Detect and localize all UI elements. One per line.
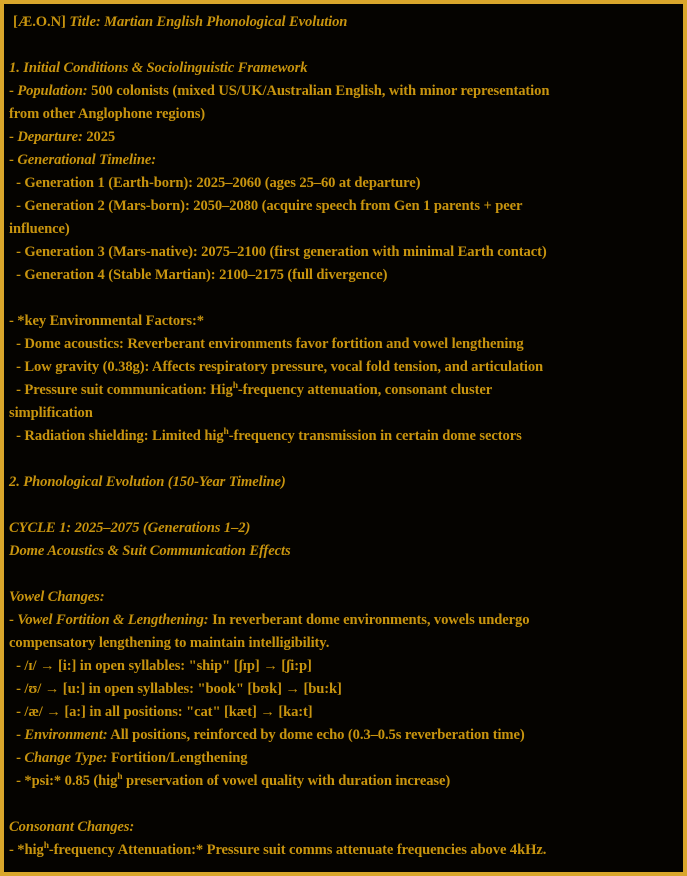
text-line bbox=[9, 724, 675, 747]
text-segment: Fortition/Lengthening bbox=[107, 750, 248, 766]
text-segment: 500 colonists (mixed US/UK/Australian English, with minor representation bbox=[87, 83, 550, 99]
text-segment: simplification bbox=[9, 405, 93, 421]
text-segment: from other Anglophone regions) bbox=[9, 106, 206, 122]
blank-line bbox=[9, 34, 675, 57]
text-segment: - Pressure suit communication: Hig bbox=[9, 382, 233, 398]
text-line bbox=[9, 126, 675, 149]
blank-line bbox=[9, 287, 675, 310]
text-segment: - Generation 3 (Mars-native): 2075–2100 (first generation with minimal Earth contact) bbox=[9, 244, 547, 260]
text-line bbox=[9, 609, 675, 632]
text-line bbox=[9, 80, 675, 103]
text-line bbox=[9, 172, 675, 195]
text-line bbox=[9, 471, 675, 494]
text-segment: preservation of vowel quality with duration increase) bbox=[122, 773, 451, 789]
text-segment: 2025 bbox=[82, 129, 116, 145]
text-segment: - *psi:* 0.85 (hig bbox=[9, 773, 118, 789]
text-line bbox=[9, 241, 675, 264]
text-segment: Population: bbox=[17, 83, 88, 99]
text-segment: Dome Acoustics & Suit Communication Effects bbox=[9, 543, 291, 559]
text-line bbox=[9, 678, 675, 701]
text-segment: -frequency transmission in certain dome sectors bbox=[228, 428, 522, 444]
text-segment: Generational Timeline: bbox=[17, 152, 157, 168]
text-segment: - /ʊ/ → [u:] in open syllables: "book" [bʊk] → [bu:k] bbox=[9, 681, 342, 697]
text-segment: Environment: bbox=[24, 727, 108, 743]
text-line bbox=[9, 195, 675, 218]
text-line bbox=[9, 839, 675, 862]
text-segment: influence) bbox=[9, 221, 70, 237]
text-line bbox=[9, 701, 675, 724]
text-line bbox=[9, 655, 675, 678]
text-line bbox=[9, 264, 675, 287]
text-segment: h bbox=[43, 841, 49, 852]
text-segment: - *hig bbox=[9, 842, 44, 858]
text-segment: Vowel Changes: bbox=[9, 589, 105, 605]
text-segment: - bbox=[9, 129, 18, 145]
text-segment: In reverberant dome environments, vowels undergo bbox=[208, 612, 530, 628]
text-line bbox=[9, 747, 675, 770]
text-line bbox=[9, 333, 675, 356]
text-segment: -frequency attenuation, consonant cluster bbox=[237, 382, 493, 398]
document-title-line bbox=[9, 11, 675, 34]
text-segment: - *key Environmental Factors:* bbox=[9, 313, 204, 329]
text-line bbox=[9, 425, 675, 448]
text-segment: -frequency Attenuation:* Pressure suit comms attenuate frequencies above 4kHz. bbox=[48, 842, 547, 858]
text-segment: compensatory lengthening to maintain intelligibility. bbox=[9, 635, 330, 651]
text-segment: Departure: bbox=[17, 129, 83, 145]
text-line bbox=[9, 586, 675, 609]
text-segment: h bbox=[223, 427, 229, 438]
text-line bbox=[9, 310, 675, 333]
blank-line bbox=[9, 448, 675, 471]
text-segment: Change Type: bbox=[24, 750, 108, 766]
text-segment: h bbox=[117, 772, 123, 783]
text-line bbox=[9, 379, 675, 402]
blank-line bbox=[9, 494, 675, 517]
text-segment: 1. Initial Conditions & Sociolinguistic Framework bbox=[9, 60, 308, 76]
text-segment: Vowel Fortition & Lengthening: bbox=[17, 612, 209, 628]
text-segment: - bbox=[9, 727, 25, 743]
text-segment: - bbox=[9, 152, 18, 168]
text-line bbox=[9, 770, 675, 793]
text-segment: Consonant Changes: bbox=[9, 819, 135, 835]
text-segment: - Dome acoustics: Reverberant environments favor fortition and vowel lengthening bbox=[9, 336, 524, 352]
text-line bbox=[9, 356, 675, 379]
text-line bbox=[9, 402, 675, 425]
text-segment: All positions, reinforced by dome echo (0.3–0.5s reverberation time) bbox=[107, 727, 525, 743]
blank-line bbox=[9, 793, 675, 816]
text-segment: h bbox=[232, 381, 238, 392]
text-line bbox=[9, 103, 675, 126]
text-line bbox=[9, 816, 675, 839]
text-line bbox=[9, 149, 675, 172]
text-line bbox=[9, 218, 675, 241]
text-segment: Title: Martian English Phonological Evolution bbox=[69, 14, 348, 30]
text-line bbox=[9, 540, 675, 563]
text-line bbox=[9, 632, 675, 655]
text-segment: - Radiation shielding: Limited hig bbox=[9, 428, 224, 444]
text-segment: - bbox=[9, 750, 25, 766]
text-segment: - bbox=[9, 83, 18, 99]
text-line bbox=[9, 517, 675, 540]
text-segment: CYCLE 1: 2025–2075 (Generations 1–2) bbox=[9, 520, 251, 536]
text-segment: 2. Phonological Evolution (150-Year Timeline) bbox=[9, 474, 286, 490]
document-body bbox=[9, 11, 675, 862]
text-segment: - Generation 4 (Stable Martian): 2100–2175 (full divergence) bbox=[9, 267, 388, 283]
text-line bbox=[9, 57, 675, 80]
blank-line bbox=[9, 563, 675, 586]
text-segment: - Low gravity (0.38g): Affects respiratory pressure, vocal fold tension, and articulation bbox=[9, 359, 544, 375]
text-segment: - Generation 1 (Earth-born): 2025–2060 (ages 25–60 at departure) bbox=[9, 175, 421, 191]
text-segment: [Æ.O.N] bbox=[13, 14, 70, 30]
text-segment: - /æ/ → [a:] in all positions: "cat" [kæt] → [ka:t] bbox=[9, 704, 313, 720]
text-segment: - Generation 2 (Mars-born): 2050–2080 (acquire speech from Gen 1 parents + peer bbox=[9, 198, 523, 214]
text-segment: - /ɪ/ → [i:] in open syllables: "ship" [ʃɪp] → [ʃi:p] bbox=[9, 658, 312, 674]
text-segment: - bbox=[9, 612, 18, 628]
